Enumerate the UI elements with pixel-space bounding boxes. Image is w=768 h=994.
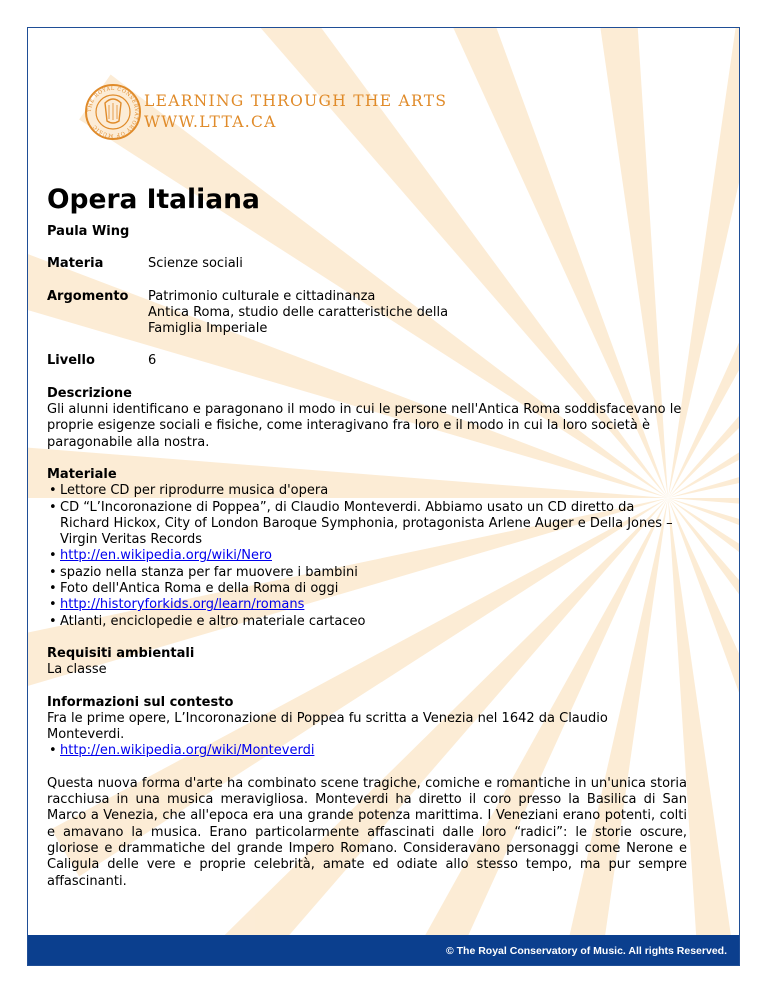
list-item	[47, 597, 687, 613]
materials-list	[47, 483, 687, 630]
list-item: • CD “L’Incoronazione di Poppea”, di Claudio Monteverdi. Abbiamo usato un CD diretto da Richard Hickox, City of London Baroque Symphonia, protagonista Arlene Auger e Della Jones – Virgin Veritas Records	[47, 500, 687, 549]
section-heading: Descrizione	[47, 385, 132, 401]
description-text: Gli alunni identificano e paragonano il modo in cui le persone nell'Antica Roma soddisfacevano le proprie esigenze sociali e fisiche, come interagivano fra loro e il modo in cui la loro società è paragonabile alla nostra.	[47, 402, 682, 450]
section-heading: Informazioni sul contesto	[47, 694, 234, 710]
field-value: 6	[148, 353, 157, 369]
context-links	[47, 743, 687, 759]
environment-section	[47, 646, 687, 679]
link-nero[interactable]: http://en.wikipedia.org/wiki/Nero	[60, 548, 272, 564]
lesson-content	[47, 184, 687, 890]
brand-url[interactable]: WWW.LTTA.CA	[144, 113, 277, 131]
field-argomento	[47, 289, 687, 338]
environment-text: La classe	[47, 662, 107, 678]
field-value: Patrimonio culturale e cittadinanza	[148, 288, 376, 304]
field-label: Materia	[47, 256, 104, 272]
link-historyforkids[interactable]: http://historyforkids.org/learn/romans	[60, 597, 305, 613]
list-item	[47, 743, 687, 759]
description-section	[47, 386, 687, 451]
field-value: Scienze sociali	[148, 256, 243, 272]
section-heading: Requisiti ambientali	[47, 645, 195, 661]
field-materia	[47, 256, 687, 272]
context-section	[47, 695, 687, 760]
author-name: Paula Wing	[47, 224, 130, 239]
field-value: Famiglia Imperiale	[148, 321, 268, 337]
brand-name: LEARNING THROUGH THE ARTS	[144, 92, 448, 110]
list-item: • Lettore CD per riprodurre musica d'opera	[47, 483, 687, 499]
list-item	[47, 548, 687, 564]
footer-bar	[28, 935, 740, 966]
copyright-text: © The Royal Conservatory of Music. All rights Reserved.	[445, 945, 727, 957]
section-heading: Materiale	[47, 466, 117, 482]
conservatory-seal-logo	[85, 73, 141, 151]
materials-section	[47, 467, 687, 630]
field-value: Antica Roma, studio delle caratteristiche della	[148, 304, 449, 320]
field-label: Argomento	[47, 288, 129, 304]
list-item: • Foto dell'Antica Roma e della Roma di oggi	[47, 581, 687, 597]
field-label: Livello	[47, 353, 95, 369]
page-frame	[27, 27, 740, 966]
link-monteverdi[interactable]: http://en.wikipedia.org/wiki/Monteverdi	[60, 743, 315, 759]
seal-text: THE ROYAL CONSERVATORY OF MUSIC	[86, 85, 140, 139]
list-item: • Atlanti, enciclopedie e altro materiale cartaceo	[47, 614, 687, 630]
body-paragraph: Questa nuova forma d'arte ha combinato scene tragiche, comiche e romantiche in un'unica storia racchiusa in una musica meravigliosa. Monteverdi ha diretto il coro presso la Basilica di San Marco a Venezia, che all'epoca era una grande potenza marittima. I Veneziani erano potenti, colti e amavano la musica. Erano particolarmente affascinati dalle loro “radici”: le storie oscure, gloriose e drammatiche del grande Impero Romano. Consideravano personaggi come Nerone e Caligula delle vere e proprie celebrità, amate ed odiate allo stesso tempo, ma pur sempre affascinanti.	[47, 775, 687, 889]
context-text: Fra le prime opere, L’Incoronazione di Poppea fu scritta a Venezia nel 1642 da Claudio Monteverdi.	[47, 710, 608, 743]
field-livello	[47, 353, 687, 369]
page-title: Opera Italiana	[47, 184, 260, 215]
list-item: • spazio nella stanza per far muovere i bambini	[47, 565, 687, 581]
